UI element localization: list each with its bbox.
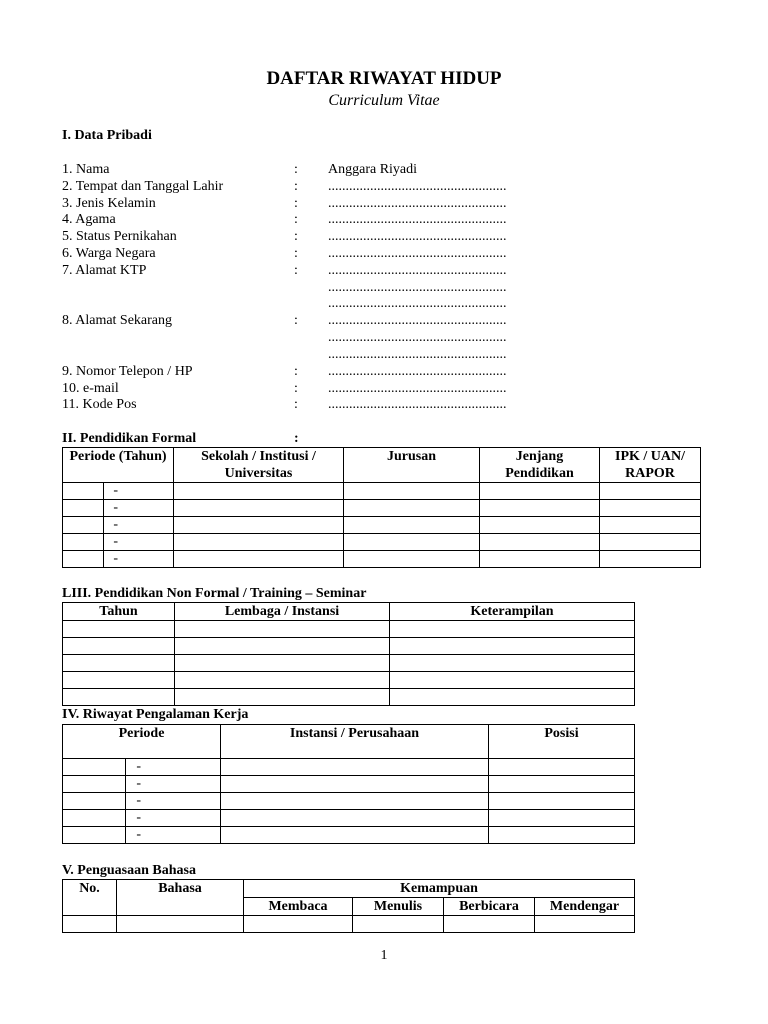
table-cell	[344, 483, 480, 500]
header-posisi: Posisi	[489, 725, 635, 759]
table-row	[63, 810, 635, 827]
header-menulis: Menulis	[353, 898, 444, 916]
header-periode-tahun: Periode (Tahun)	[63, 448, 174, 483]
field-label: 8. Alamat Sekarang	[62, 313, 173, 328]
period-dash: -	[104, 517, 128, 534]
table-row	[63, 551, 701, 568]
table-row	[63, 638, 635, 655]
period-dash: -	[104, 551, 128, 568]
field-colon: :	[294, 381, 298, 396]
header-jenjang: Jenjang Pendidikan	[480, 448, 600, 483]
table-cell	[489, 810, 635, 827]
table-cell	[221, 776, 489, 793]
header-ipk: IPK / UAN/ RAPOR	[600, 448, 701, 483]
table-cell	[63, 672, 175, 689]
table-cell	[600, 517, 701, 534]
table-cell	[344, 551, 480, 568]
header-berbicara: Berbicara	[444, 898, 535, 916]
table-row	[63, 534, 701, 551]
period-dash: -	[104, 500, 128, 517]
table-cell	[344, 517, 480, 534]
table-cell	[152, 759, 221, 776]
table-cell	[221, 759, 489, 776]
field-value: ...................................................	[328, 347, 507, 362]
language-cell	[353, 916, 444, 933]
table-cell	[152, 810, 221, 827]
table-cell	[63, 793, 126, 810]
table-cell	[390, 638, 635, 655]
period-dash: -	[126, 827, 152, 844]
header-bahasa: Bahasa	[117, 880, 244, 916]
table-cell	[63, 621, 175, 638]
table-cell	[63, 534, 104, 551]
field-label: 4. Agama	[62, 212, 116, 227]
field-value: ...................................................	[328, 212, 507, 227]
table-row	[63, 689, 635, 706]
field-value: ...................................................	[328, 280, 507, 295]
table-cell	[344, 500, 480, 517]
table-cell	[489, 793, 635, 810]
language-cell	[117, 916, 244, 933]
field-value: ...................................................	[328, 263, 507, 278]
table-cell	[128, 483, 174, 500]
document-subtitle: Curriculum Vitae	[328, 92, 440, 109]
section-penguasaan-bahasa-heading: V. Penguasaan Bahasa	[62, 863, 196, 878]
field-value: ...................................................	[328, 364, 507, 379]
period-dash: -	[126, 793, 152, 810]
header-lembaga: Lembaga / Instansi	[175, 603, 390, 621]
language-cell	[535, 916, 635, 933]
table-cell	[63, 776, 126, 793]
table-cell	[128, 517, 174, 534]
table-cell	[600, 483, 701, 500]
table-cell	[63, 655, 175, 672]
non-formal-table	[62, 602, 635, 706]
field-value: ...................................................	[328, 397, 507, 412]
table-cell	[152, 827, 221, 844]
field-value: ...................................................	[328, 229, 507, 244]
header-mendengar: Mendengar	[535, 898, 635, 916]
table-row	[63, 517, 701, 534]
field-label: 7. Alamat KTP	[62, 263, 147, 278]
header-keterampilan: Keterampilan	[390, 603, 635, 621]
field-colon: :	[294, 263, 298, 278]
table-row	[63, 500, 701, 517]
table-cell	[489, 827, 635, 844]
field-value: ...................................................	[328, 179, 507, 194]
field-value: ...................................................	[328, 381, 507, 396]
field-label: 6. Warga Negara	[62, 246, 156, 261]
section-data-pribadi-heading: I. Data Pribadi	[62, 128, 152, 143]
field-colon: :	[294, 397, 298, 412]
table-cell	[128, 551, 174, 568]
document-title: DAFTAR RIWAYAT HIDUP	[266, 68, 502, 89]
work-experience-table	[62, 724, 635, 844]
work-experience-rows	[63, 759, 635, 844]
field-label: 3. Jenis Kelamin	[62, 196, 156, 211]
table-cell	[480, 534, 600, 551]
table-cell	[63, 827, 126, 844]
field-label: 1. Nama	[62, 162, 110, 177]
table-cell	[174, 551, 344, 568]
language-cell	[444, 916, 535, 933]
table-cell	[600, 551, 701, 568]
table-cell	[221, 827, 489, 844]
language-table	[62, 879, 635, 933]
table-cell	[480, 551, 600, 568]
table-row	[63, 655, 635, 672]
table-cell	[480, 500, 600, 517]
table-cell	[390, 689, 635, 706]
section-pendidikan-formal-heading: II. Pendidikan Formal	[62, 431, 197, 446]
table-row	[63, 759, 635, 776]
field-colon: :	[294, 179, 298, 194]
table-cell	[600, 500, 701, 517]
table-cell	[221, 793, 489, 810]
field-value: ...................................................	[328, 313, 507, 328]
table-cell	[221, 810, 489, 827]
period-dash: -	[126, 776, 152, 793]
table-cell	[128, 500, 174, 517]
table-cell	[390, 621, 635, 638]
table-row	[63, 621, 635, 638]
table-row	[63, 672, 635, 689]
table-cell	[175, 621, 390, 638]
table-cell	[63, 551, 104, 568]
field-value: ...................................................	[328, 330, 507, 345]
table-cell	[480, 483, 600, 500]
table-cell	[174, 483, 344, 500]
period-dash: -	[104, 534, 128, 551]
table-row	[63, 827, 635, 844]
section-pendidikan-formal-colon: :	[294, 431, 299, 446]
header-instansi: Instansi / Perusahaan	[221, 725, 489, 759]
field-value: Anggara Riyadi	[328, 162, 418, 177]
table-cell	[390, 672, 635, 689]
header-membaca: Membaca	[244, 898, 353, 916]
table-cell	[489, 759, 635, 776]
table-cell	[175, 638, 390, 655]
field-value: ...................................................	[328, 246, 507, 261]
section-non-formal-heading: LIII. Pendidikan Non Formal / Training – Seminar	[62, 586, 367, 601]
field-label: 10. e-mail	[62, 381, 119, 396]
table-cell	[63, 638, 175, 655]
table-cell	[63, 759, 126, 776]
table-cell	[390, 655, 635, 672]
table-cell	[63, 810, 126, 827]
table-cell	[174, 534, 344, 551]
table-cell	[175, 672, 390, 689]
table-cell	[175, 655, 390, 672]
non-formal-rows	[63, 621, 635, 706]
period-dash: -	[126, 759, 152, 776]
table-cell	[152, 776, 221, 793]
header-no: No.	[63, 880, 117, 916]
field-value: ...................................................	[328, 196, 507, 211]
table-cell	[600, 534, 701, 551]
field-label: 9. Nomor Telepon / HP	[62, 364, 193, 379]
table-cell	[63, 689, 175, 706]
table-cell	[128, 534, 174, 551]
field-colon: :	[294, 364, 298, 379]
table-cell	[63, 500, 104, 517]
period-dash: -	[104, 483, 128, 500]
page-number: 1	[380, 948, 388, 963]
header-kemampuan: Kemampuan	[244, 880, 635, 898]
header-sekolah: Sekolah / Institusi / Universitas	[174, 448, 344, 483]
field-colon: :	[294, 246, 298, 261]
table-cell	[344, 534, 480, 551]
table-cell	[174, 517, 344, 534]
table-cell	[489, 776, 635, 793]
field-colon: :	[294, 196, 298, 211]
header-jurusan: Jurusan	[344, 448, 480, 483]
field-label: 11. Kode Pos	[62, 397, 137, 412]
language-cell	[244, 916, 353, 933]
table-cell	[152, 793, 221, 810]
field-colon: :	[294, 313, 298, 328]
section-pengalaman-kerja-heading: IV. Riwayat Pengalaman Kerja	[62, 707, 249, 722]
field-colon: :	[294, 229, 298, 244]
table-cell	[63, 517, 104, 534]
field-colon: :	[294, 162, 298, 177]
field-label: 2. Tempat dan Tanggal Lahir	[62, 179, 224, 194]
table-row	[63, 793, 635, 810]
table-row	[63, 483, 701, 500]
header-tahun: Tahun	[63, 603, 175, 621]
field-colon: :	[294, 212, 298, 227]
table-row	[63, 776, 635, 793]
period-dash: -	[126, 810, 152, 827]
table-cell	[175, 689, 390, 706]
field-value: ...................................................	[328, 296, 507, 311]
table-cell	[480, 517, 600, 534]
header-periode: Periode	[63, 725, 221, 759]
formal-education-rows	[63, 483, 701, 568]
table-cell	[63, 483, 104, 500]
language-cell	[63, 916, 117, 933]
table-cell	[174, 500, 344, 517]
field-label: 5. Status Pernikahan	[62, 229, 177, 244]
formal-education-table	[62, 447, 701, 568]
